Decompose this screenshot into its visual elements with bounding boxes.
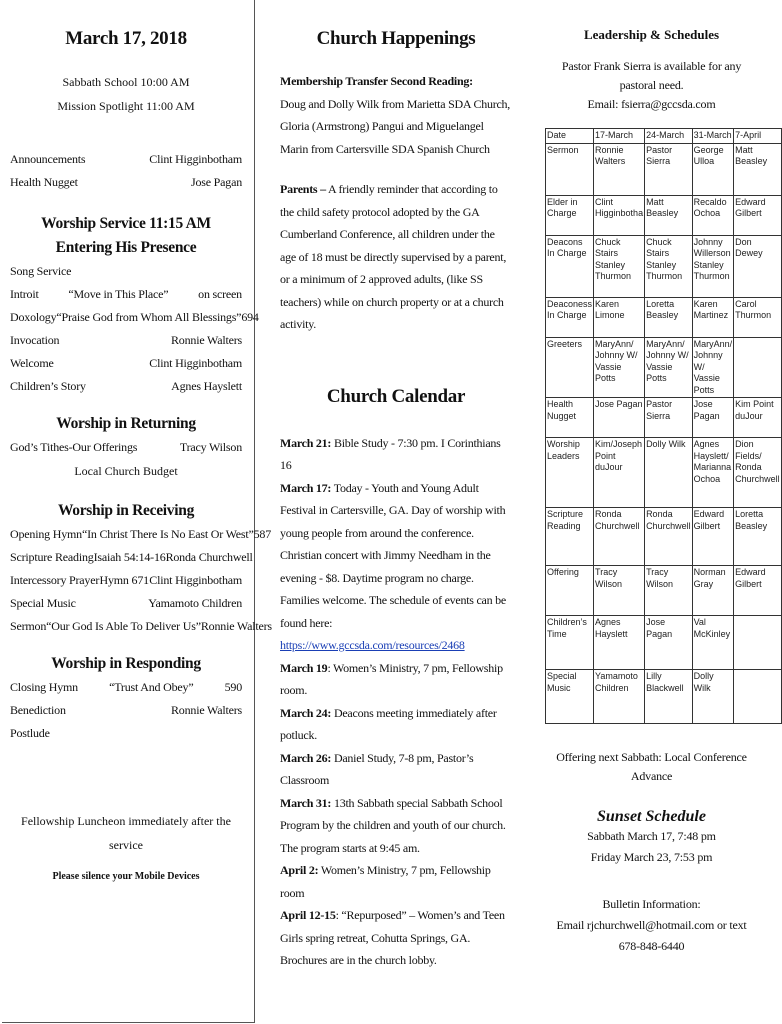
- calendar-title: Church Calendar: [326, 385, 466, 407]
- table-cell: Ronda Churchwell: [645, 508, 693, 566]
- item-value: Agnes Hayslett: [171, 379, 242, 393]
- parents-paragraph: [280, 178, 512, 336]
- table-cell: Jose Pagan: [594, 398, 645, 438]
- table-row: [546, 143, 782, 195]
- item-label: Intercessory Prayer: [10, 573, 100, 587]
- calendar-date: April 2:: [280, 863, 319, 877]
- item-label: Special Music: [10, 596, 76, 610]
- calendar-entry: [280, 432, 512, 477]
- calendar-entry: [280, 657, 512, 702]
- table-cell: Chuck Stairs Stanley Thurmon: [645, 235, 693, 297]
- item-value: Ronnie Walters: [171, 703, 242, 717]
- table-cell: MaryAnn/ Johnny W/ Vassie Potts: [645, 337, 693, 398]
- table-row: [546, 195, 782, 235]
- calendar-text: Daniel Study, 7-8 pm, Pastor’s Classroom: [280, 750, 474, 787]
- item-detail: “Move in This Place”: [68, 287, 169, 301]
- happenings-title: Church Happenings: [316, 28, 476, 49]
- row-label-cell: Offering: [546, 566, 594, 616]
- item-label: Introit: [10, 287, 39, 301]
- row-label-cell: Sermon: [546, 143, 594, 195]
- bulletin-date: March 17, 2018: [65, 28, 187, 49]
- list-item: [10, 436, 242, 459]
- item-label: Children’s Story: [10, 379, 86, 393]
- list-item: [10, 329, 242, 352]
- list-item: [10, 171, 242, 194]
- table-cell: Tracy Wilson: [594, 566, 645, 616]
- pastor-note: Pastor Frank Sierra is available for any pastoral need.: [561, 59, 742, 92]
- order-of-service: [10, 0, 272, 882]
- row-label-cell: Special Music: [546, 670, 594, 724]
- list-item: [10, 676, 242, 699]
- item-value: 590: [224, 680, 242, 694]
- table-cell: Agnes Hayslett: [594, 616, 645, 670]
- item-label: Invocation: [10, 333, 60, 347]
- entering-title: Entering His Presence: [55, 239, 197, 256]
- list-item: [10, 722, 242, 745]
- table-cell: Recaldo Ochoa: [692, 195, 734, 235]
- song-service-label: Song Service: [10, 264, 72, 278]
- calendar-date: March 19: [280, 660, 328, 675]
- list-item: [10, 569, 242, 592]
- table-row: [546, 235, 782, 297]
- table-cell: MaryAnn/ Johnny W/ Vassie Potts: [692, 337, 734, 398]
- calendar-text: Women’s Ministry, 7 pm, Fellowship room: [280, 863, 491, 900]
- entering-list: [10, 283, 259, 398]
- list-item: [10, 352, 242, 375]
- table-cell: Loretta Beasley: [734, 508, 782, 566]
- table-cell: Edward Gilbert: [734, 195, 782, 235]
- table-cell: Jose Pagan: [692, 398, 734, 438]
- table-cell: Agnes Hayslett/ Marianna Ochoa: [692, 438, 734, 508]
- row-label-cell: Greeters: [546, 337, 594, 398]
- calendar-date: March 24:: [280, 705, 332, 720]
- calendar-text: 13th Sabbath special Sabbath School Program by the children and youth of our church. The program starts at 9:45 am.: [280, 795, 506, 855]
- table-cell: Johnny Willerson Stanley Thurmon: [692, 235, 734, 297]
- item-value: Ronnie Walters: [171, 333, 242, 347]
- item-value: 694: [241, 310, 259, 324]
- calendar-date: March 26:: [280, 750, 332, 765]
- church-happenings: [280, 0, 512, 972]
- table-row: [546, 616, 782, 670]
- table-cell: Pastor Sierra: [645, 143, 693, 195]
- table-cell: Tracy Wilson: [645, 566, 693, 616]
- responding-list: [10, 676, 242, 745]
- schedule-table: [545, 128, 782, 724]
- parents-label: Parents –: [280, 182, 326, 196]
- item-value: 587: [253, 527, 272, 541]
- table-cell: [734, 337, 782, 398]
- list-item: [10, 306, 259, 329]
- table-row: [546, 337, 782, 398]
- receiving-title: Worship in Receiving: [57, 502, 195, 519]
- calendar-text: Bible Study - 7:30 pm. I Corinthians 16: [280, 435, 501, 472]
- receiving-list: [10, 523, 272, 638]
- item-label: Closing Hymn: [10, 680, 78, 694]
- item-value: Clint Higginbotham: [149, 573, 242, 587]
- sabbath-school-time: Sabbath School 10:00 AM: [62, 75, 190, 89]
- header-cell: 24-March: [645, 129, 693, 144]
- table-cell: [734, 616, 782, 670]
- item-label: Health Nugget: [10, 175, 78, 189]
- item-detail: “Our God Is Able To Deliver Us”: [46, 619, 201, 633]
- pre-service-list: [10, 148, 242, 194]
- membership-label: Membership Transfer Second Reading:: [280, 74, 473, 88]
- row-label-cell: Children’s Time: [546, 616, 594, 670]
- calendar-date: April 12-15: [280, 908, 336, 922]
- table-cell: Ronnie Walters: [594, 143, 645, 195]
- item-value: Tracy Wilson: [179, 440, 242, 454]
- table-cell: Matt Beasley: [645, 195, 693, 235]
- table-cell: Loretta Beasley: [645, 297, 693, 337]
- sunset-line-2: Friday March 23, 7:53 pm: [590, 850, 713, 864]
- item-value: Yamamoto Children: [148, 596, 242, 610]
- item-label: Announcements: [10, 152, 86, 166]
- table-cell: George Ulloa: [692, 143, 734, 195]
- calendar-date: March 17:: [280, 480, 332, 495]
- item-label: Postlude: [10, 726, 50, 740]
- calendar-entry: [280, 747, 512, 792]
- table-row: [546, 297, 782, 337]
- row-label-cell: Worship Leaders: [546, 438, 594, 508]
- table-cell: Kim Point duJour: [734, 398, 782, 438]
- table-cell: Kim/Joseph Point duJour: [594, 438, 645, 508]
- calendar-date: March 21:: [280, 435, 332, 450]
- table-row: [546, 566, 782, 616]
- item-detail: Isaiah 54:14-16: [93, 550, 166, 564]
- list-item: [10, 699, 242, 722]
- item-detail: Hymn 671: [99, 573, 149, 587]
- calendar-entry: [280, 702, 512, 747]
- bulletin-contact: Email rjchurchwell@hotmail.com or text 678-848-6440: [556, 918, 747, 953]
- calendar-entry: [280, 792, 512, 860]
- table-row: [546, 398, 782, 438]
- header-cell: 7-April: [734, 129, 782, 144]
- list-item: [10, 283, 242, 306]
- table-cell: Pastor Sierra: [645, 398, 693, 438]
- table-cell: Dolly Wilk: [645, 438, 693, 508]
- calendar-entry: [280, 904, 512, 972]
- table-cell: Matt Beasley: [734, 143, 782, 195]
- table-cell: Carol Thurmon: [734, 297, 782, 337]
- item-value: Jose Pagan: [191, 175, 242, 189]
- item-value: on screen: [198, 287, 242, 301]
- parents-text: A friendly reminder that according to the child safety protocol adopted by the GA Cumberland Conference, all children under the age of 18 must be directly supervised by a parent, or a minimum of 2 approved adults, (like SS teachers) while on church property or at a church activity.: [280, 182, 507, 331]
- calendar-text: : Women’s Ministry, 7 pm, Fellowship room.: [280, 660, 503, 697]
- item-detail: “In Christ There Is No East Or West”: [81, 527, 254, 541]
- row-label-cell: Health Nugget: [546, 398, 594, 438]
- row-label-cell: Deacons In Charge: [546, 235, 594, 297]
- leadership-title: Leadership & Schedules: [583, 27, 720, 42]
- item-label: Doxology: [10, 310, 57, 324]
- table-cell: Edward Gilbert: [734, 566, 782, 616]
- calendar-list: [280, 432, 512, 972]
- item-detail: “Trust And Obey”: [109, 680, 194, 694]
- sunset-line-1: Sabbath March 17, 7:48 pm: [587, 829, 716, 843]
- table-cell: Val McKinley: [692, 616, 734, 670]
- header-cell: 17-March: [594, 129, 645, 144]
- item-value: Clint Higginbotham: [149, 356, 242, 370]
- table-row: [546, 670, 782, 724]
- table-cell: Lilly Blackwell: [645, 670, 693, 724]
- item-label: Sermon: [10, 619, 47, 633]
- responding-title: Worship in Responding: [51, 655, 201, 672]
- table-cell: Karen Martinez: [692, 297, 734, 337]
- leadership-schedules: [545, 0, 780, 957]
- calendar-date: March 31:: [280, 795, 332, 810]
- table-cell: Dion Fields/ Ronda Churchwell: [734, 438, 782, 508]
- returning-title: Worship in Returning: [56, 415, 196, 432]
- calendar-text: Today - Youth and Young Adult Festival in Cartersville, GA. Day of worship with young people from around the conference. Christian concert with Jimmy Needham in the evening - $8. Daytime program no charge. Families welcome. The schedule of events can be found here:: [280, 480, 506, 630]
- table-cell: Yamamoto Children: [594, 670, 645, 724]
- calendar-text: Deacons meeting immediately after potluck.: [280, 705, 497, 742]
- list-item: [10, 523, 272, 546]
- table-cell: Don Dewey: [734, 235, 782, 297]
- table-row: [546, 438, 782, 508]
- table-cell: Karen Limone: [594, 297, 645, 337]
- mission-spotlight-time: Mission Spotlight 11:00 AM: [57, 99, 195, 113]
- item-label: Welcome: [10, 356, 54, 370]
- list-item: [10, 615, 272, 638]
- worship-service-title: Worship Service 11:15 AM: [41, 215, 211, 232]
- list-item: [10, 375, 242, 398]
- item-label: God’s Tithes-Our Offerings: [10, 440, 138, 454]
- table-cell: Clint Higginbotha: [594, 195, 645, 235]
- table-row: [546, 508, 782, 566]
- table-cell: Norman Gray: [692, 566, 734, 616]
- row-label-cell: Scripture Reading: [546, 508, 594, 566]
- table-cell: Chuck Stairs Stanley Thurmon: [594, 235, 645, 297]
- item-detail: “Praise God from Whom All Blessings”: [56, 310, 242, 324]
- calendar-text: : “Repurposed” – Women’s and Teen Girls spring retreat, Cohutta Springs, GA. Brochures are in the church lobby.: [280, 908, 505, 967]
- sunset-title: Sunset Schedule: [597, 808, 706, 825]
- table-header-row: [546, 129, 782, 144]
- calendar-link[interactable]: https://www.gccsda.com/resources/2468: [280, 638, 465, 652]
- item-label: Opening Hymn: [10, 527, 82, 541]
- header-cell: 31-March: [692, 129, 734, 144]
- calendar-entry: [280, 477, 512, 657]
- item-value: Ronda Churchwell: [165, 550, 253, 564]
- list-item: [10, 148, 242, 171]
- table-cell: Edward Gilbert: [692, 508, 734, 566]
- table-cell: Dolly Wilk: [692, 670, 734, 724]
- table-cell: Ronda Churchwell: [594, 508, 645, 566]
- fellowship-note: Fellowship Luncheon immediately after the service: [21, 814, 231, 852]
- membership-paragraph: [280, 70, 512, 160]
- row-label-cell: Deaconess In Charge: [546, 297, 594, 337]
- list-item: [10, 592, 242, 615]
- item-value: Clint Higginbotham: [149, 152, 242, 166]
- header-cell: Date: [546, 129, 594, 144]
- table-cell: [734, 670, 782, 724]
- returning-sub: Local Church Budget: [74, 464, 178, 478]
- membership-text: Doug and Dolly Wilk from Marietta SDA Church, Gloria (Armstrong) Pangui and Miguelangel Marin from Cartersville SDA Spanish Church: [280, 96, 511, 156]
- offering-next: Offering next Sabbath: Local Conference Advance: [556, 750, 747, 783]
- table-cell: MaryAnn/ Johnny W/ Vassie Potts: [594, 337, 645, 398]
- silence-note: Please silence your Mobile Devices: [52, 871, 200, 882]
- item-label: Scripture Reading: [10, 550, 94, 564]
- bulletin-label: Bulletin Information:: [602, 897, 701, 911]
- table-cell: Jose Pagan: [645, 616, 693, 670]
- pastor-email: Email: fsierra@gccsda.com: [587, 97, 716, 111]
- list-item: [10, 546, 253, 569]
- row-label-cell: Elder in Charge: [546, 195, 594, 235]
- item-label: Benediction: [10, 703, 66, 717]
- calendar-entry: [280, 859, 512, 904]
- item-value: Ronnie Walters: [200, 619, 272, 633]
